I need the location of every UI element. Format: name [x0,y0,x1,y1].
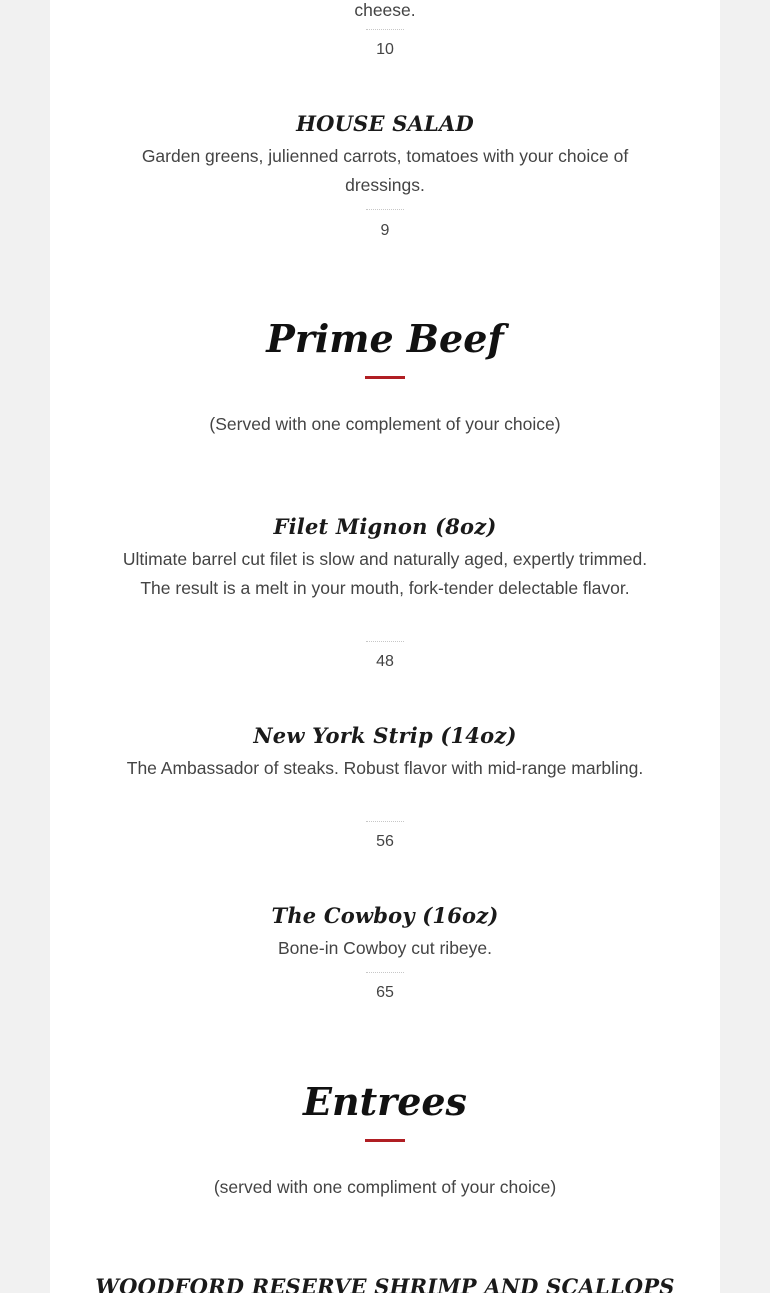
item-price: 65 [376,984,394,1001]
item-name: WOODFORD RESERVE SHRIMP AND SCALLOPS [95,1274,675,1293]
section-accent-bar [365,376,405,379]
item-description: Bone-in Cowboy cut ribeye. [278,938,492,958]
item-name: The Cowboy (16oz) [271,903,499,928]
price-divider [366,641,404,642]
item-name: HOUSE SALAD [296,111,474,136]
item-description: Garden greens, julienned carrots, tomatoes with your choice of dressings. [141,146,629,195]
item-description: Ultimate barrel cut filet is slow and naturally aged, expertly trimmed. The result is a melt in your mouth, fork-tender delectable flavor. [122,549,648,598]
menu-card [50,0,720,1293]
section-title: Entrees [303,1079,467,1124]
item-price: 10 [376,41,394,58]
price-divider [366,29,404,30]
section-title: Prime Beef [266,316,504,361]
section-accent-bar [365,1139,405,1142]
section-note: (Served with one complement of your choice) [209,414,561,434]
section-note: (served with one compliment of your choice) [213,1177,557,1197]
item-price: 56 [376,833,394,850]
item-description: cheese. [354,0,416,20]
item-price: 9 [380,222,390,239]
menu-item [50,0,720,25]
item-price: 48 [376,653,394,670]
price-divider [366,821,404,822]
price-divider [366,209,404,210]
item-name: New York Strip (14oz) [253,723,517,748]
item-description: The Ambassador of steaks. Robust flavor with mid-range marbling. [126,758,644,778]
item-name: Filet Mignon (8oz) [273,514,497,539]
price-divider [366,972,404,973]
